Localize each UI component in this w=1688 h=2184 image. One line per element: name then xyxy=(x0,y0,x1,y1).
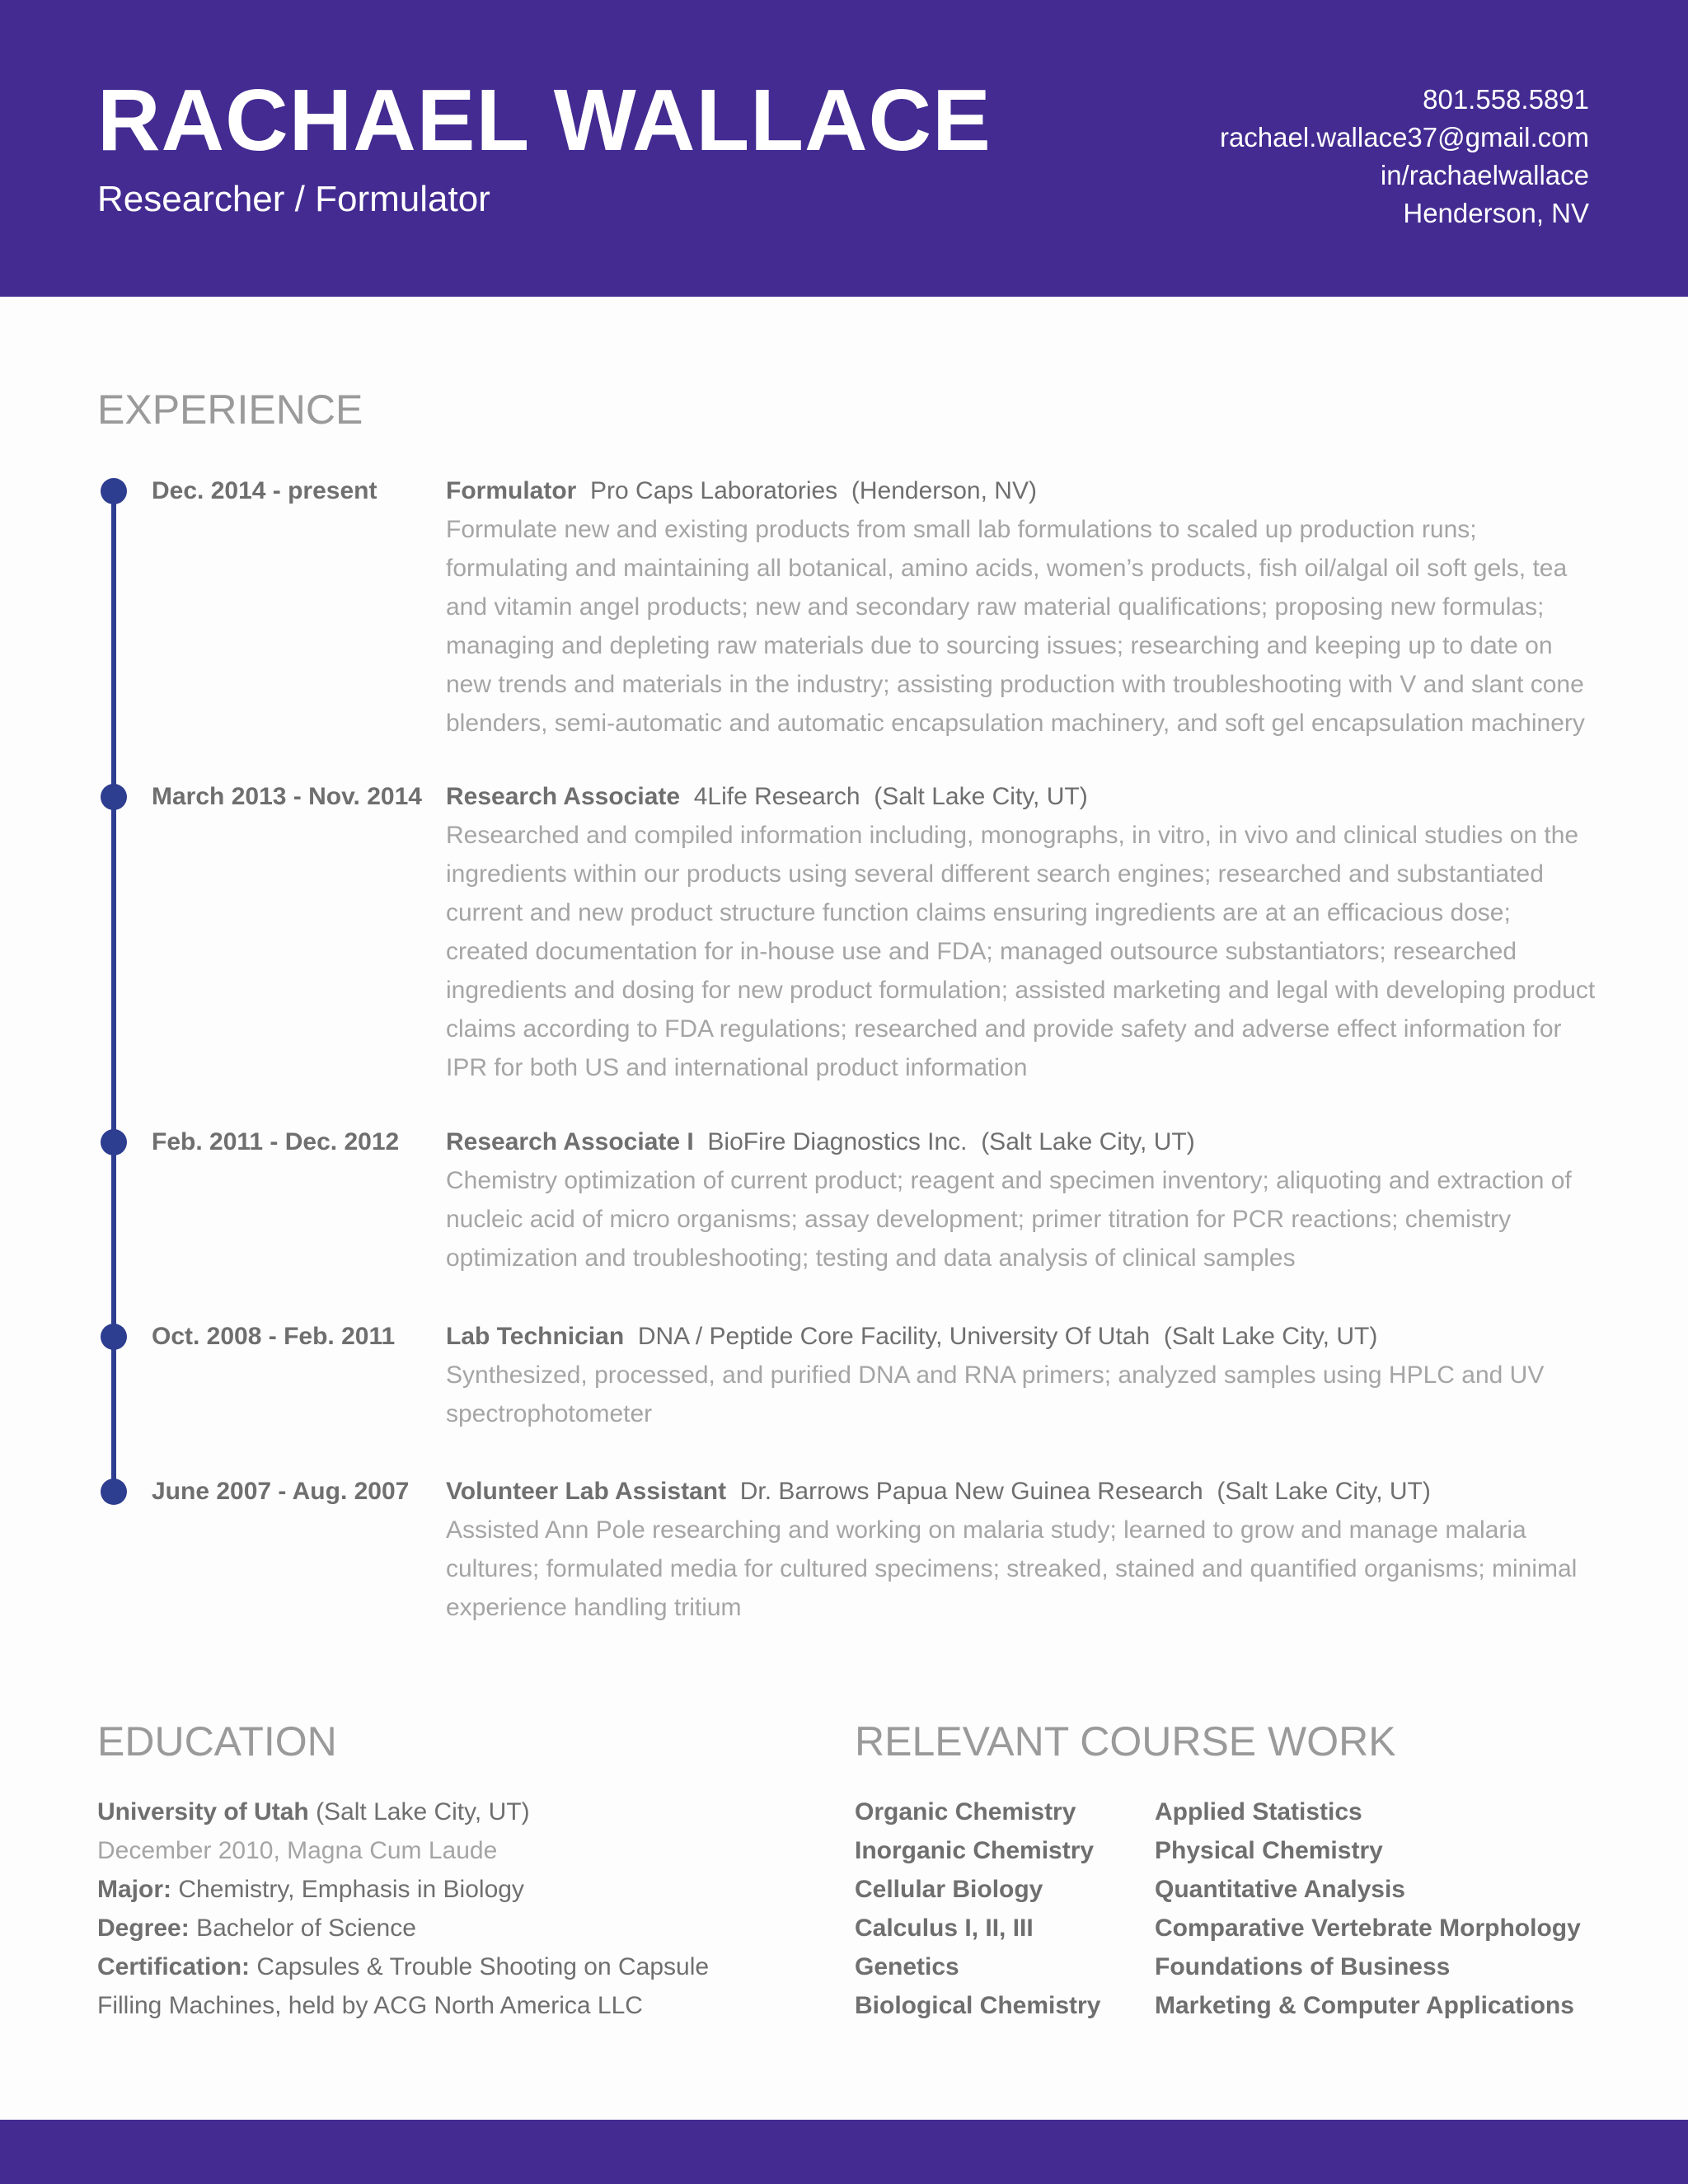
timeline-dot xyxy=(101,1324,127,1350)
job-role: Volunteer Lab Assistant xyxy=(446,1478,727,1505)
job-heading xyxy=(446,471,1600,510)
job-date: Oct. 2008 - Feb. 2011 xyxy=(152,1323,396,1350)
degree-value: Bachelor of Science xyxy=(196,1915,416,1942)
job-location: (Henderson, NV) xyxy=(851,477,1037,504)
job-description: Synthesized, processed, and purified DNA and RNA primers; analyzed samples using HPLC and UV spectrophotometer xyxy=(446,1361,1545,1427)
job-tagline: Researcher / Formulator xyxy=(97,179,490,219)
certification-label: Certification: xyxy=(97,1953,251,1980)
footer-banner xyxy=(0,2120,1688,2184)
coursework-column-2 xyxy=(1155,1793,1581,2025)
job-heading xyxy=(446,1472,1600,1511)
job-location: (Salt Lake City, UT) xyxy=(1163,1323,1378,1350)
course-item: Inorganic Chemistry xyxy=(855,1837,1095,1864)
contact-location: Henderson, NV xyxy=(1403,198,1589,228)
degree-line xyxy=(97,1909,709,1947)
coursework-title: RELEVANT COURSE WORK xyxy=(855,1718,1396,1765)
job-date: March 2013 - Nov. 2014 xyxy=(152,783,422,810)
certification-continued: Filling Machines, held by ACG North America LLC xyxy=(97,1992,643,2019)
job-date: June 2007 - Aug. 2007 xyxy=(152,1478,410,1505)
course-item: Genetics xyxy=(855,1953,959,1980)
course-item: Physical Chemistry xyxy=(1155,1837,1383,1864)
contact-phone: 801.558.5891 xyxy=(1423,84,1589,115)
course-item: Comparative Vertebrate Morphology xyxy=(1155,1915,1581,1942)
education-school-line xyxy=(97,1793,709,1831)
job-body xyxy=(446,471,1600,743)
course-item: Marketing & Computer Applications xyxy=(1155,1992,1574,2019)
contact-block xyxy=(1220,81,1589,232)
job-date: Dec. 2014 - present xyxy=(152,477,377,504)
job-description: Chemistry optimization of current product; reagent and specimen inventory; aliquoting and extraction of nucleic acid of micro organisms; assay development; primer titration for PCR reactions; chemistry optimization and troubleshooting; testing and data analysis of clinical samples xyxy=(446,1167,1572,1272)
course-item: Applied Statistics xyxy=(1155,1798,1362,1825)
course-item: Biological Chemistry xyxy=(855,1992,1101,2019)
job-location: (Salt Lake City, UT) xyxy=(874,783,1088,810)
school-name: University of Utah xyxy=(97,1798,309,1825)
graduation-info: December 2010, Magna Cum Laude xyxy=(97,1837,498,1864)
timeline-dot xyxy=(101,478,127,504)
job-date: Feb. 2011 - Dec. 2012 xyxy=(152,1128,400,1155)
major-value: Chemistry, Emphasis in Biology xyxy=(178,1876,524,1903)
job-heading xyxy=(446,777,1600,816)
certification-line xyxy=(97,1947,709,1986)
contact-email[interactable]: rachael.wallace37@gmail.com xyxy=(1219,122,1589,152)
job-heading xyxy=(446,1122,1600,1161)
job-role: Lab Technician xyxy=(446,1323,625,1350)
timeline-dot xyxy=(101,784,127,810)
job-heading xyxy=(446,1317,1600,1356)
job-role: Formulator xyxy=(446,477,577,504)
candidate-name: RACHAEL WALLACE xyxy=(97,72,992,169)
job-body xyxy=(446,1122,1600,1277)
certification-value: Capsules & Trouble Shooting on Capsule xyxy=(256,1953,710,1980)
job-description: Assisted Ann Pole researching and working on malaria study; learned to grow and manage malaria cultures; formulated media for cultured specimens; streaked, stained and quantified organisms; minimal experience handling tritium xyxy=(446,1516,1578,1621)
job-role: Research Associate I xyxy=(446,1128,694,1155)
contact-linkedin[interactable]: in/rachaelwallace xyxy=(1380,160,1589,190)
job-description: Formulate new and existing products from small lab formulations to scaled up production runs; formulating and maintaining all botanical, amino acids, women’s products, fish oil/algal oil soft gels, tea and vitamin angel products; new and secondary raw material qualifications; proposing new formulas; managing and depleting raw materials due to sourcing issues; researching and keeping up to date on new trends and materials in the industry; assisting production with troubleshooting with V and slant cone blenders, semi-automatic and automatic encapsulation machinery, and soft gel encapsulation machinery xyxy=(446,516,1585,737)
school-location: (Salt Lake City, UT) xyxy=(316,1798,530,1825)
degree-label: Degree: xyxy=(97,1915,190,1942)
job-body xyxy=(446,1472,1600,1627)
timeline-dot xyxy=(101,1479,127,1505)
job-role: Research Associate xyxy=(446,783,681,810)
job-body xyxy=(446,1317,1600,1433)
job-description: Researched and compiled information including, monographs, in vitro, in vivo and clinical studies on the ingredients within our products using several different search engines; researched and substantiated current and new product structure function claims ensuring ingredients are at an efficacious dose; created documentation for in-house use and FDA; managed outsource substantiators; researched ingredients and dosing for new product formulation; assisted marketing and legal with developing product claims according to FDA regulations; researched and provide safety and adverse effect information for IPR for both US and international product information xyxy=(446,822,1596,1081)
job-location: (Salt Lake City, UT) xyxy=(1217,1478,1431,1505)
course-item: Cellular Biology xyxy=(855,1876,1043,1903)
major-label: Major: xyxy=(97,1876,171,1903)
course-item: Quantitative Analysis xyxy=(1155,1876,1405,1903)
job-company: DNA / Peptide Core Facility, University Of Utah xyxy=(637,1323,1151,1350)
job-company: Dr. Barrows Papua New Guinea Research xyxy=(739,1478,1203,1505)
header-banner xyxy=(0,0,1688,297)
course-item: Calculus I, II, III xyxy=(855,1915,1034,1942)
job-company: 4Life Research xyxy=(693,783,860,810)
education-block xyxy=(97,1793,709,2025)
job-company: BioFire Diagnostics Inc. xyxy=(707,1128,968,1155)
timeline-dot xyxy=(101,1129,127,1155)
education-title: EDUCATION xyxy=(97,1718,337,1765)
job-company: Pro Caps Laboratories xyxy=(590,477,838,504)
job-body xyxy=(446,777,1600,1087)
major-line xyxy=(97,1870,709,1909)
job-location: (Salt Lake City, UT) xyxy=(981,1128,1195,1155)
coursework-column-1 xyxy=(855,1793,1100,2025)
experience-title: EXPERIENCE xyxy=(97,387,363,433)
course-item: Foundations of Business xyxy=(1155,1953,1451,1980)
course-item: Organic Chemistry xyxy=(855,1798,1076,1825)
